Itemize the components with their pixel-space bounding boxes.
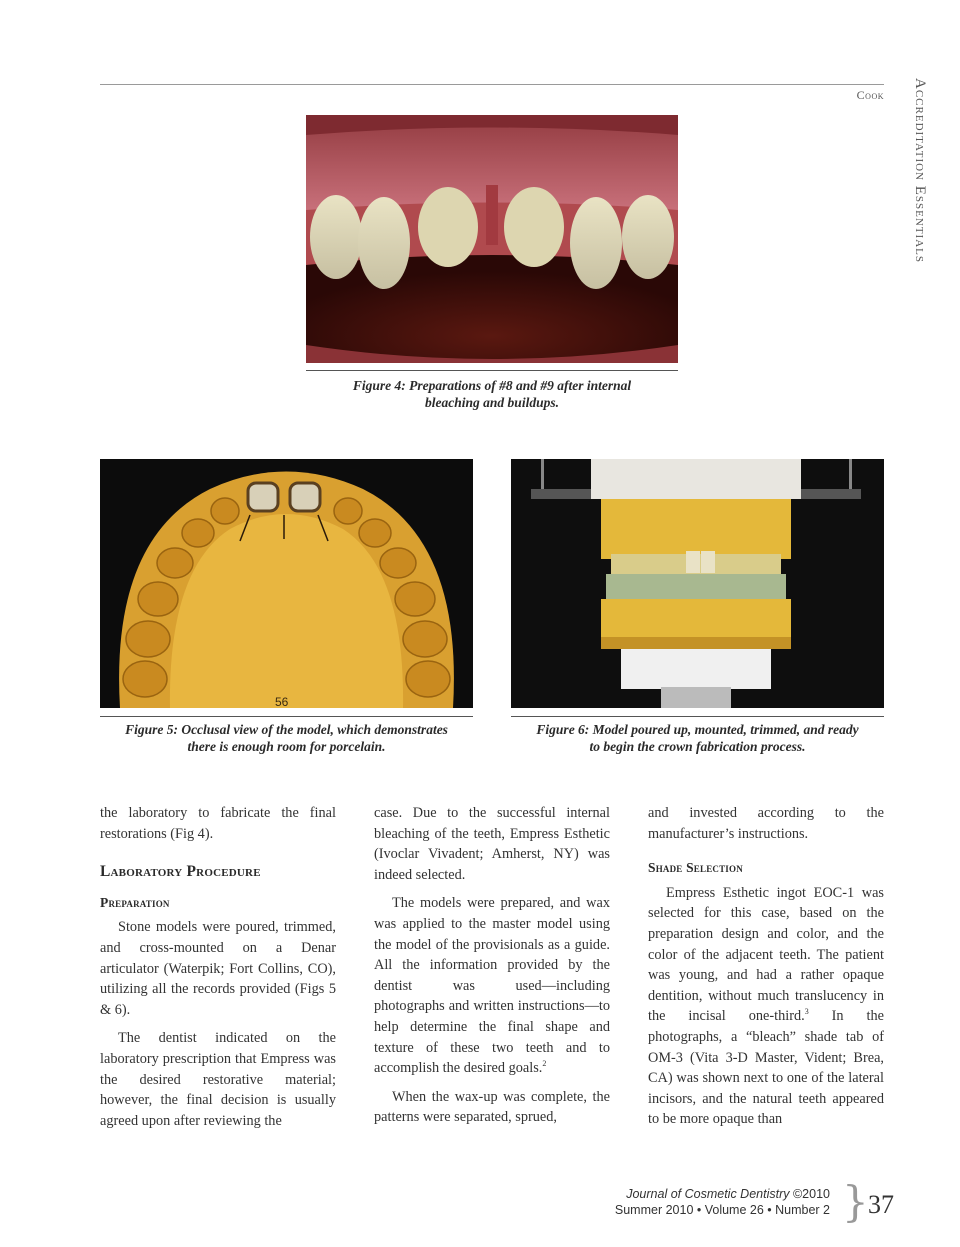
figure-5-caption-line: there is enough room for porcelain.	[187, 739, 386, 754]
subheading-shade-selection: Shade Selection	[648, 860, 743, 876]
figure-6-caption-line: Figure 6: Model poured up, mounted, trimmed, and ready	[536, 722, 859, 737]
model-number-label: 56	[275, 695, 289, 708]
body-column-2	[374, 803, 610, 1128]
paragraph: When the wax-up was complete, the patterns were separated, sprued,	[374, 1088, 610, 1126]
figure-6-caption-line: to begin the crown fabrication process.	[589, 739, 806, 754]
paragraph-text: In the photographs, a “bleach” shade tab of OM-3 (Vita 3-D Master, Vident; Brea, CA) was shown next to one of the lateral incisors, and the natural teeth appeared to be more opaque than	[648, 1008, 885, 1128]
paragraph: case. Due to the successful internal bleaching of the teeth, Empress Esthetic (Ivoclar Vivadent; Amherst, NY) was indeed selected.	[374, 805, 610, 883]
section-title-vertical: Accreditation Essentials	[912, 78, 928, 263]
section-heading-laboratory-procedure: Laboratory Procedure	[100, 863, 261, 881]
paragraph: and invested according to the manufacturer’s instructions.	[648, 805, 884, 842]
paragraph: Stone models were poured, trimmed, and cross-mounted on a Denar articulator (Waterpik; Fort Collins, CO), utilizing all the records provided (Figs 5 & 6).	[100, 919, 336, 1018]
figure-5-caption-rule	[100, 716, 473, 717]
figure-5-photo	[100, 459, 473, 708]
paragraph-text: Empress Esthetic ingot EOC-1 was selected for this case, based on the preparation design and color, and the color of the adjacent teeth. The patient was young, and had a rather opaque dentition, without much translucency in the incisal one-third.	[648, 884, 884, 1025]
page-number: 37	[868, 1190, 894, 1219]
figure-4-caption-rule	[306, 370, 678, 371]
running-author: Cook	[856, 88, 884, 102]
copyright: ©2010	[789, 1187, 830, 1201]
figure-4-photo	[306, 115, 678, 363]
figure-5-caption	[96, 721, 477, 755]
journal-citation	[615, 1186, 830, 1218]
figure-6-caption	[508, 721, 887, 755]
figure-5-caption-line: Figure 5: Occlusal view of the model, which demonstrates	[125, 722, 448, 737]
paragraph	[648, 883, 884, 1130]
body-column-3	[648, 803, 884, 1130]
figure-4-caption-line: bleaching and buildups.	[425, 395, 559, 410]
brace-divider: }	[842, 1177, 869, 1226]
reference-marker: 3	[804, 1007, 809, 1017]
reference-marker: 2	[542, 1059, 547, 1069]
paragraph-text: The models were prepared, and wax was applied to the master model using the model of the provisionals as a guide. All the information provided by the dentist was used—including photographs and written instructions—to help determine the final shape and texture of these two teeth and to accomplish the desired goals.	[374, 895, 610, 1077]
paragraph	[374, 893, 610, 1078]
figure-6-photo	[511, 459, 884, 708]
figure-6-caption-rule	[511, 716, 884, 717]
figure-4-caption-line: Figure 4: Preparations of #8 and #9 after internal	[352, 378, 632, 393]
body-column-1	[100, 803, 336, 1131]
figure-4-caption	[306, 377, 678, 411]
journal-name: Journal of Cosmetic Dentistry	[626, 1187, 790, 1201]
issue-info: Summer 2010 • Volume 26 • Number 2	[614, 1203, 830, 1217]
paragraph: the laboratory to fabricate the final restorations (Fig 4).	[100, 805, 336, 842]
subheading-preparation: Preparation	[100, 894, 170, 910]
header-rule	[100, 84, 884, 85]
paragraph: The dentist indicated on the laboratory prescription that Empress was the desired restorative material; however, the final decision is usually agreed upon after reviewing the	[100, 1030, 336, 1129]
